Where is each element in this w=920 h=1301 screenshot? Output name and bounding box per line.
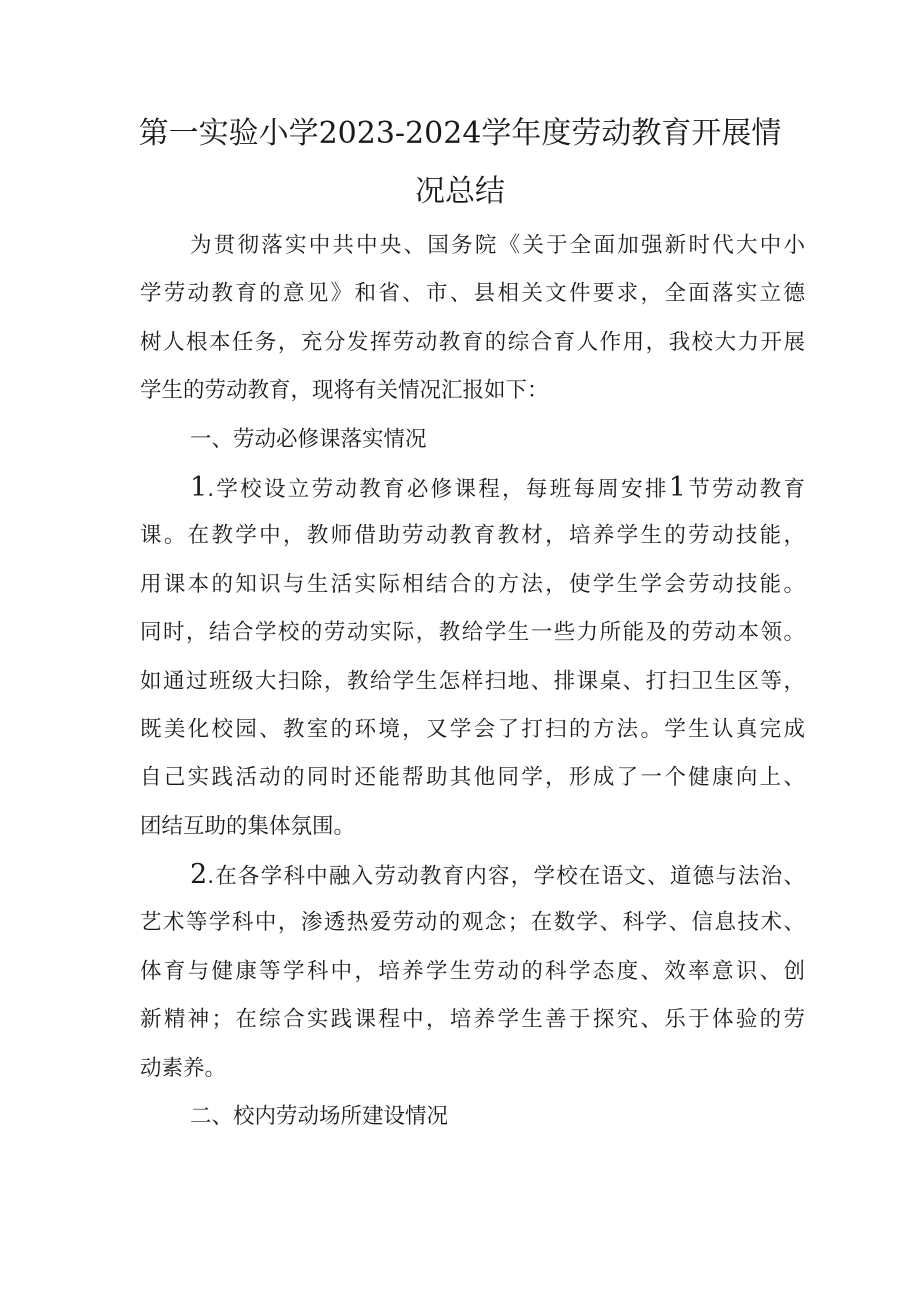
item-1-inline-number: 1	[668, 472, 686, 503]
document-title-line-1: 第一实验小学2023-2024学年度劳动教育开展情	[138, 116, 782, 151]
item-1-text-b: 节劳动教育	[685, 477, 805, 502]
intro-line: 学生的劳动教育，现将有关情况汇报如下：	[140, 378, 549, 403]
intro-line: 树人根本任务，充分发挥劳动教育的综合育人作用，我校大力开展	[140, 330, 805, 355]
item-1-line: 如通过班级大扫除，教给学生怎样扫地、排课桌、打扫卫生区等，	[140, 669, 805, 694]
item-2-text: .在各学科中融入劳动教育内容，学校在语文、道德与法治、	[207, 864, 805, 889]
item-1-line: 用课本的知识与生活实际相结合的方法，使学生学会劳动技能。	[140, 572, 805, 597]
intro-line: 为贯彻落实中共中央、国务院《关于全面加强新时代大中小	[190, 233, 805, 258]
item-1-line: 自己实践活动的同时还能帮助其他同学，形成了一个健康向上、	[140, 765, 805, 790]
item-1-line: 既美化校园、教室的环境，又学会了打扫的方法。学生认真完成	[140, 717, 805, 742]
item-2-line: 体育与健康等学科中，培养学生劳动的科学态度、效率意识、创	[140, 959, 805, 984]
item-1-line: 同时，结合学校的劳动实际，教给学生一些力所能及的劳动本领。	[140, 620, 805, 645]
section-1-heading: 一、劳动必修课落实情况	[190, 427, 427, 452]
item-1-line: 团结互助的集体氛围。	[140, 814, 356, 839]
item-2-line: 艺术等学科中，渗透热爱劳动的观念；在数学、科学、信息技术、	[140, 910, 805, 935]
document-title-line-2: 况总结	[415, 174, 505, 209]
item-2-line: 新精神；在综合实践课程中，培养学生善于探究、乐于体验的劳	[140, 1007, 805, 1032]
item-1-first-line	[190, 472, 805, 503]
item-1-text-a: .学校设立劳动教育必修课程，每班每周安排	[207, 477, 669, 502]
intro-line: 学劳动教育的意见》和省、市、县相关文件要求，全面落实立德	[140, 281, 805, 306]
item-1-number: 1	[190, 472, 208, 503]
item-2-line: 动素养。	[140, 1056, 227, 1081]
item-2-number: 2	[190, 859, 208, 890]
item-2-first-line	[190, 859, 805, 890]
section-2-heading: 二、校内劳动场所建设情况	[190, 1104, 449, 1129]
item-1-line: 课。在教学中，教师借助劳动教育教材，培养学生的劳动技能，	[140, 523, 805, 548]
